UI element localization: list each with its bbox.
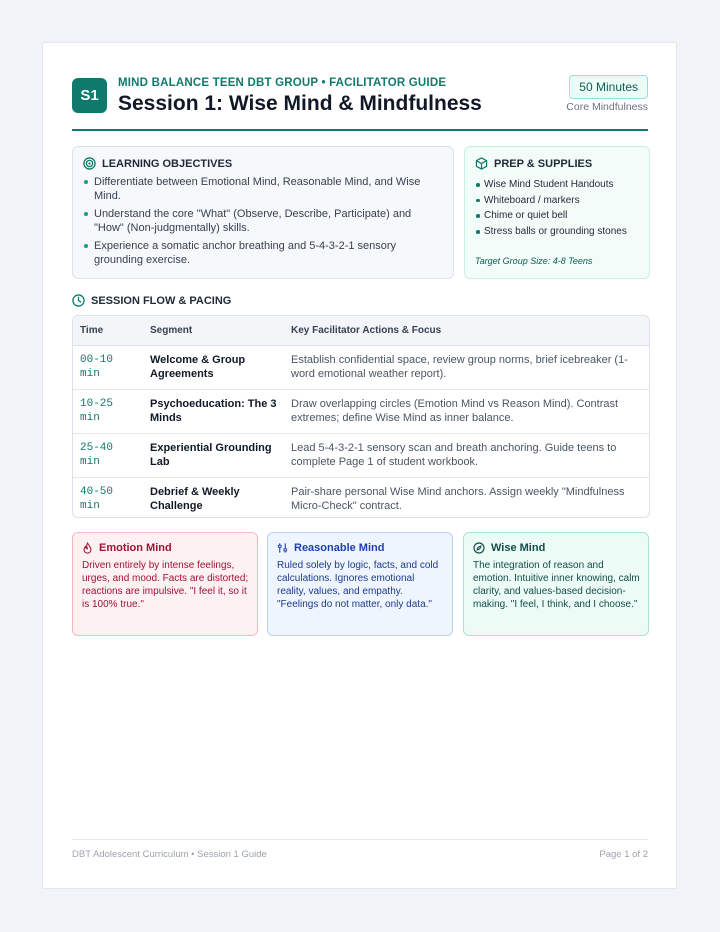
- list-item: Stress balls or grounding stones: [475, 225, 641, 238]
- list-item: Understand the core "What" (Observe, Describe, Participate) and "How" (Non-judgmentally) skills.: [83, 207, 441, 235]
- supplies-list: [475, 178, 641, 241]
- reasonable-mind-header: [277, 542, 384, 554]
- learning-objectives-panel: [72, 146, 454, 279]
- list-item: Whiteboard / markers: [475, 194, 641, 207]
- page-title: Session 1: Wise Mind & Mindfulness: [118, 92, 482, 115]
- prep-heading: PREP & SUPPLIES: [494, 157, 593, 170]
- wise-mind-title: Wise Mind: [491, 542, 546, 554]
- row-time: 00-10 min: [80, 354, 114, 380]
- flow-heading: SESSION FLOW & PACING: [91, 294, 232, 307]
- row-time: 10-25 min: [80, 398, 114, 424]
- emotion-mind-header: [82, 542, 172, 554]
- guide-kicker: MIND BALANCE TEEN DBT GROUP • FACILITATOR GUIDE: [118, 77, 447, 89]
- guide-page: [42, 42, 677, 889]
- list-item: Wise Mind Student Handouts: [475, 178, 641, 191]
- table-row: [73, 346, 649, 390]
- row-time: 40-50 min: [80, 486, 114, 512]
- box-icon: [475, 157, 488, 170]
- sliders-icon: [277, 542, 288, 554]
- table-row: [73, 434, 649, 478]
- footer-curriculum: DBT Adolescent Curriculum • Session 1 Guide: [72, 849, 267, 860]
- prep-header: [475, 157, 592, 170]
- page-content: [72, 43, 648, 888]
- row-segment: Experiential Grounding Lab: [150, 442, 272, 468]
- reasonable-mind-card: [267, 532, 453, 636]
- header-divider: [72, 129, 648, 131]
- row-time: 25-40 min: [80, 442, 114, 468]
- row-segment: Psychoeducation: The 3 Minds: [150, 398, 277, 424]
- module-label: Core Mindfulness: [566, 101, 648, 113]
- row-actions: Establish confidential space, review group norms, brief icebreaker (1-word emotional weather report).: [291, 354, 628, 380]
- target-icon: [83, 157, 96, 170]
- row-segment: Welcome & Group Agreements: [150, 354, 246, 380]
- table-row: [73, 390, 649, 434]
- session-flow-table: [72, 315, 650, 518]
- wise-mind-header: [473, 542, 545, 554]
- emotion-mind-title: Emotion Mind: [99, 542, 172, 554]
- duration-badge: 50 Minutes: [569, 75, 648, 99]
- row-segment: Debrief & Weekly Challenge: [150, 486, 240, 512]
- compass-icon: [473, 542, 485, 554]
- reasonable-mind-text: Ruled solely by logic, facts, and cold calculations. Ignores emotional reality, values, and empathy. "Feelings do not matter, only data.": [277, 560, 439, 610]
- emotion-mind-text: Driven entirely by intense feelings, urges, and mood. Facts are distorted; reactions are impulsive. "I feel it, so it is 100% true.": [82, 560, 249, 610]
- list-item: Experience a somatic anchor breathing and 5-4-3-2-1 sensory grounding exercise.: [83, 239, 441, 267]
- session-badge: S1: [72, 78, 107, 113]
- row-actions: Pair-share personal Wise Mind anchors. Assign weekly "Mindfulness Micro-Check" contract.: [291, 486, 625, 512]
- objectives-heading: LEARNING OBJECTIVES: [102, 157, 233, 170]
- reasonable-mind-title: Reasonable Mind: [294, 542, 385, 554]
- column-header-time: Time: [80, 325, 104, 336]
- table-header: [73, 316, 649, 346]
- column-header-segment: Segment: [150, 325, 193, 336]
- objectives-list: [83, 175, 441, 271]
- footer-page-number: Page 1 of 2: [599, 849, 648, 860]
- list-item: Chime or quiet bell: [475, 209, 641, 222]
- column-header-actions: Key Facilitator Actions & Focus: [291, 325, 442, 336]
- flame-icon: [82, 542, 93, 554]
- wise-mind-text: The integration of reason and emotion. Intuitive inner knowing, calm clarity, and values-based decision-making. "I feel, I think, and I choose.": [473, 560, 640, 610]
- prep-supplies-panel: [464, 146, 650, 279]
- row-actions: Draw overlapping circles (Emotion Mind vs Reason Mind). Contrast extremes; define Wise Mind as inner balance.: [291, 398, 619, 424]
- objectives-header: [83, 157, 232, 170]
- session-flow-header: [72, 294, 231, 307]
- list-item: Differentiate between Emotional Mind, Reasonable Mind, and Wise Mind.: [83, 175, 441, 203]
- wise-mind-card: [463, 532, 649, 636]
- footer-divider: [72, 839, 648, 840]
- emotion-mind-card: [72, 532, 258, 636]
- table-row: [73, 478, 649, 518]
- clock-icon: [72, 294, 85, 307]
- target-group-size: Target Group Size: 4-8 Teens: [475, 256, 593, 266]
- row-actions: Lead 5-4-3-2-1 sensory scan and breath anchoring. Guide teens to complete Page 1 of student workbook.: [291, 442, 617, 468]
